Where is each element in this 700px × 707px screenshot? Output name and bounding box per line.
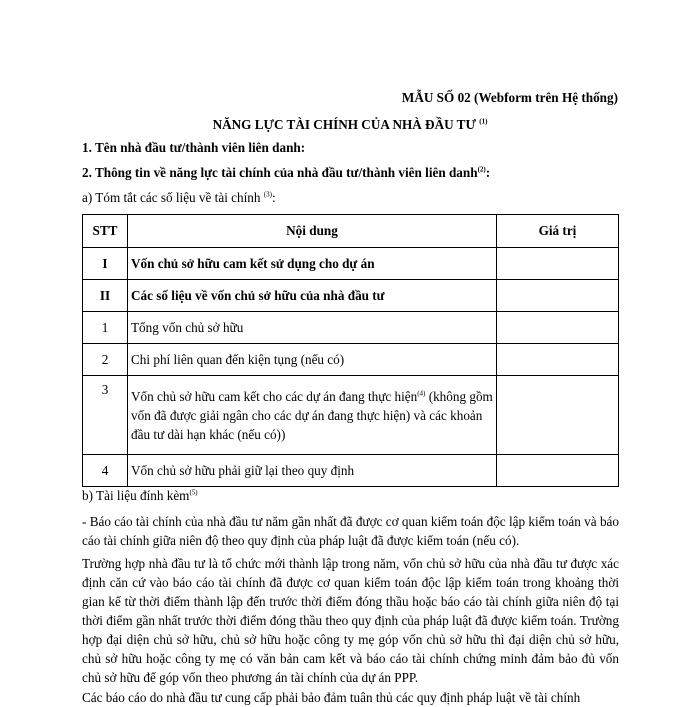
row-stt: I [83,248,128,280]
table-header-row [83,215,619,248]
document-title [0,117,700,133]
row-value [497,280,619,312]
table-row [83,344,619,376]
subsection-b-heading [82,488,198,504]
row-value [497,312,619,344]
row-content: Vốn chủ sở hữu phải giữ lại theo quy định [128,455,497,487]
row-stt: 1 [83,312,128,344]
row-value [497,248,619,280]
row-value [497,455,619,487]
row-value [497,344,619,376]
section-2-text: 2. Thông tin về năng lực tài chính của nhà đầu tư/thành viên liên danh [82,165,478,180]
subsection-a-suffix: : [271,190,276,205]
row-content: Chi phí liên quan đến kiện tụng (nếu có) [128,344,497,376]
row-content: Các số liệu về vốn chủ sở hữu của nhà đầu tư [128,280,497,312]
table-row [83,280,619,312]
row-value [497,376,619,455]
attachment-paragraph-3: Các báo cáo do nhà đầu tư cung cấp phải bảo đảm tuân thủ các quy định pháp luật về tài chính [82,690,581,705]
row-stt: 3 [83,376,128,455]
section-2-heading [82,165,490,181]
section-2-suffix: : [485,165,491,180]
row-content-text-cont: (không gồm vốn đã được giải ngân cho các dự án đang thực hiện) và các khoản đầu tư dài hạn khác (nếu có)) [131,388,493,442]
attachment-paragraph-1: - Báo cáo tài chính của nhà đầu tư năm gần nhất đã được cơ quan kiểm toán độc lập kiểm toán và báo cáo tài chính giữa niên độ theo quy định của pháp luật đã được kiểm toán (nếu có). [82,514,619,548]
row-content-footnote: (4) [417,389,426,398]
row-content [128,376,497,455]
row-stt: 4 [83,455,128,487]
header-content: Nội dung [128,215,497,248]
table-row [83,312,619,344]
table-row [83,248,619,280]
subsection-a-heading [82,190,276,206]
header-value: Giá trị [497,215,619,248]
subsection-a-text: a) Tóm tắt các số liệu về tài chính [82,190,261,205]
row-content: Vốn chủ sở hữu cam kết sử dụng cho dự án [128,248,497,280]
row-stt: 2 [83,344,128,376]
row-content-text: Vốn chủ sở hữu cam kết cho các dự án đang thực hiện [131,388,418,404]
subsection-a-footnote: (3) [263,190,272,199]
title-text: NĂNG LỰC TÀI CHÍNH CỦA NHÀ ĐẦU TƯ [212,117,476,132]
row-content: Tổng vốn chủ sở hữu [128,312,497,344]
title-footnote: (1) [479,117,488,126]
financial-summary-table [82,214,619,487]
attachment-paragraph-2: Trường hợp nhà đầu tư là tổ chức mới thành lập trong năm, vốn chủ sở hữu của nhà đầu tư được xác định căn cứ vào báo cáo tài chính đã được cơ quan kiểm toán độc lập kiểm toán trong khoảng thời gian kể từ thời điểm thành lập đến trước thời điểm đóng thầu hoặc báo cáo tài chính giữa niên độ tại thời điểm gần nhất trước thời điểm đóng thầu theo quy định của pháp luật đã được kiểm toán. Trường hợp đại diện chủ sở hữu, chủ sở hữu hoặc công ty mẹ góp vốn chủ sở hữu thì đại diện chủ sở hữu, chủ sở hữu hoặc công ty mẹ có văn bản cam kết và báo cáo tài chính chứng minh đảm bảo đủ vốn chủ sở hữu để góp vốn theo phương án tài chính của dự án PPP. [82,556,619,685]
section-1-heading: 1. Tên nhà đầu tư/thành viên liên danh: [82,140,306,155]
section-2-footnote: (2) [477,165,486,174]
header-stt: STT [83,215,128,248]
form-code: MẪU SỐ 02 (Webform trên Hệ thống) [401,90,618,105]
table-row [83,376,619,455]
table-row [83,455,619,487]
subsection-b-text: b) Tài liệu đính kèm [82,488,190,503]
subsection-b-footnote: (5) [189,488,198,497]
row-stt: II [83,280,128,312]
